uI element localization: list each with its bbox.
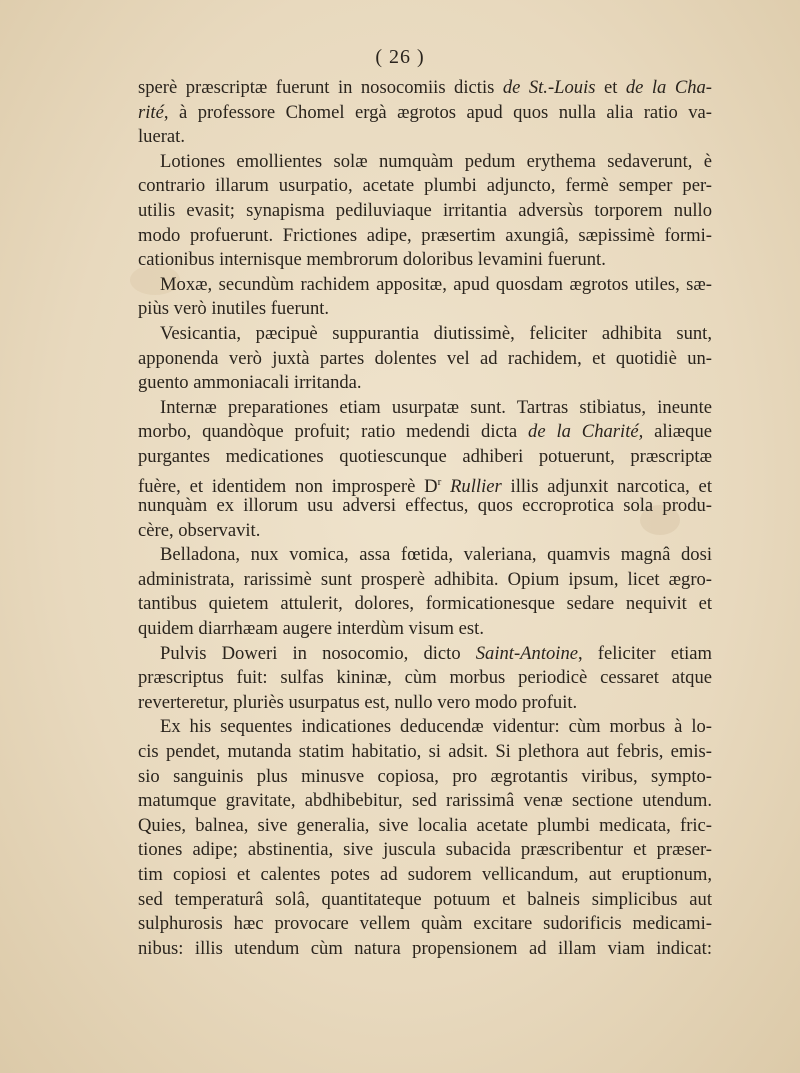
text-segment: quidem diarrhæam augere interdùm visum est.	[138, 618, 484, 640]
text-line	[138, 445, 712, 470]
text-line	[138, 199, 712, 224]
text-line	[138, 691, 712, 716]
text-line	[138, 519, 712, 544]
text-line	[138, 838, 712, 863]
text-segment: Pulvis Doweri in nosocomio, dicto	[160, 642, 476, 664]
text-line	[138, 888, 712, 913]
text-segment: Internæ preparationes etiam usurpatæ sunt. Tartras stibiatus, ineunte	[160, 396, 712, 418]
paragraph	[138, 76, 712, 150]
text-segment: luerat.	[138, 126, 185, 148]
text-line	[138, 740, 712, 765]
text-segment: sio sanguinis plus minusve copiosa, pro ægrotantis viribus, sympto-	[138, 765, 712, 787]
text-segment: Lotiones emollientes solæ numquàm pedum erythema sedaverunt, è	[160, 150, 712, 172]
text-line	[138, 248, 712, 273]
text-line	[138, 642, 712, 667]
text-segment: purgantes medicationes quotiescunque adhiberi potuerunt, præscriptæ	[138, 445, 712, 467]
text-segment: sulphurosis hæc provocare vellem quàm excitare sudorificis medicami-	[138, 913, 712, 935]
text-line	[138, 715, 712, 740]
text-segment: nibus: illis utendum cùm natura propensionem ad illam viam indicat:	[138, 937, 712, 959]
text-line	[138, 937, 712, 962]
text-segment: contrario illarum usurpatio, acetate plumbi adjuncto, fermè semper per-	[138, 175, 712, 197]
paragraph	[138, 322, 712, 396]
text-segment: cis pendet, mutanda statim habitatio, si adsit. Si plethora aut febris, emis-	[138, 741, 712, 763]
text-segment: cationibus internisque membrorum doloribus levamini fuerunt.	[138, 249, 606, 271]
text-segment: , à professore Chomel ergà ægrotos apud quos nulla alia ratio va-	[163, 101, 712, 123]
text-line	[138, 666, 712, 691]
text-line	[138, 101, 712, 126]
text-segment: aliæque	[643, 421, 712, 443]
italic-text: de la Cha-	[625, 77, 713, 98]
text-line	[138, 494, 712, 519]
text-line	[138, 912, 712, 937]
text-line	[138, 470, 712, 495]
paragraph	[138, 396, 712, 544]
text-segment: morbo, quandòque profuit; ratio medendi dicta	[138, 421, 529, 443]
text-line	[138, 273, 712, 298]
text-line	[138, 765, 712, 790]
text-segment: fuère, et identidem non improsperè D	[138, 475, 438, 497]
page-number: ( 26 )	[375, 46, 425, 68]
italic-text: rité	[138, 101, 164, 123]
paragraph	[138, 150, 712, 273]
text-segment: illis adjunxit narcotica, et	[501, 475, 712, 497]
text-segment: et	[595, 77, 626, 98]
text-line	[138, 543, 712, 568]
italic-text: de St.-Louis	[502, 77, 596, 98]
text-line	[138, 592, 712, 617]
body-text	[138, 76, 712, 961]
text-segment: Belladona, nux vomica, assa fœtida, valeriana, quamvis magnâ dosi	[160, 544, 712, 566]
text-segment: , feliciter etiam	[578, 642, 712, 664]
text-line	[138, 420, 712, 445]
text-line	[138, 297, 712, 322]
text-segment: guento ammoniacali irritanda.	[138, 372, 362, 394]
text-line	[138, 371, 712, 396]
text-segment: matumque gravitate, abdhibebitur, sed rarissimâ venæ sectione utendum.	[138, 790, 712, 812]
paragraph	[138, 543, 712, 641]
text-segment: sed temperaturâ solâ, quantitateque potuum et balneis simplicibus aut	[138, 888, 712, 910]
text-segment: Vesicantia, pæcipuè suppurantia diutissimè, feliciter adhibita sunt,	[160, 322, 712, 344]
text-line	[138, 174, 712, 199]
text-line	[138, 347, 712, 372]
text-line	[138, 789, 712, 814]
text-segment: præscriptus fuit: sulfas kininæ, cùm morbus periodicè cessaret atque	[138, 667, 712, 689]
text-line	[138, 224, 712, 249]
text-line	[138, 125, 712, 150]
text-line	[138, 76, 712, 101]
text-segment: sperè præscriptæ fuerunt in nosocomiis dictis	[138, 77, 503, 98]
italic-text: de la Charité,	[528, 421, 644, 443]
text-segment: Quies, balnea, sive generalia, sive localia acetate plumbi medicata, fric-	[138, 814, 712, 836]
text-segment: piùs verò inutiles fuerunt.	[138, 298, 330, 320]
text-line	[138, 396, 712, 421]
text-line	[138, 617, 712, 642]
text-segment: tiones adipe; abstinentia, sive juscula subacida præscribentur et præser-	[138, 839, 712, 861]
italic-text: Rullier	[450, 475, 502, 497]
text-line	[138, 322, 712, 347]
paragraph	[138, 273, 712, 322]
text-segment: tantibus quietem attulerit, dolores, formicationesque sedare nequivit et	[138, 593, 712, 615]
paragraph	[138, 642, 712, 716]
text-line	[138, 863, 712, 888]
text-segment: utilis evasit; synapisma pediluviaque irritantia adversùs torporem nullo	[138, 199, 712, 221]
italic-text: Saint-Antoine	[475, 642, 578, 664]
paragraph	[138, 715, 712, 961]
text-segment: modo profuerunt. Frictiones adipe, præsertim axungiâ, sæpissimè formi-	[138, 224, 712, 246]
text-line	[138, 814, 712, 839]
text-line	[138, 150, 712, 175]
text-segment: tim copiosi et calentes potes ad sudorem vellicandum, aut eruptionum,	[138, 864, 712, 885]
text-segment: administrata, rarissimè sunt prosperè adhibita. Opium ipsum, licet ægro-	[138, 568, 712, 590]
text-segment: apponenda verò juxtà partes dolentes vel ad rachidem, et quotidiè un-	[138, 347, 712, 369]
text-segment: Moxæ, secundùm rachidem appositæ, apud quosdam ægrotos utiles, sæ-	[160, 273, 712, 295]
text-segment: reverteretur, pluriès usurpatus est, nullo vero modo profuit.	[138, 691, 578, 713]
text-line	[138, 568, 712, 593]
superscript: r	[437, 475, 442, 488]
text-segment: nunquàm ex illorum usu adversi effectus, quos eccroprotica sola produ-	[138, 495, 712, 517]
text-segment: cère, observavit.	[138, 519, 261, 541]
text-segment: Ex his sequentes indicationes deducendæ videntur: cùm morbus à lo-	[160, 716, 712, 738]
